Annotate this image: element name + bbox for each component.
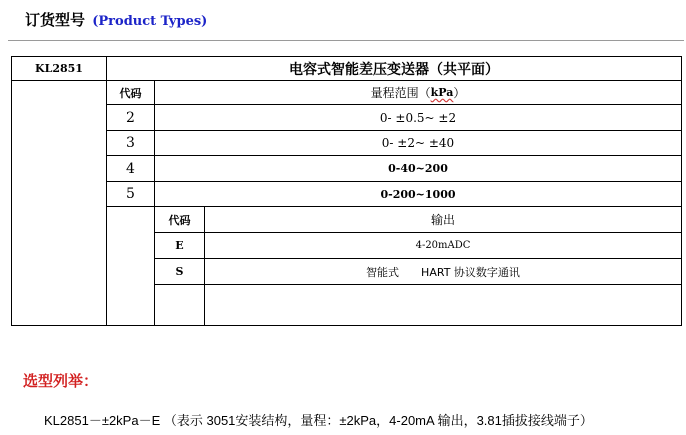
range-header-prefix: 量程范围（: [370, 86, 431, 100]
range-code-cell: 3: [126, 135, 135, 151]
range-code-header: 代码: [119, 86, 142, 100]
title-cn: 订货型号: [25, 11, 86, 29]
output-code-cell: E: [175, 239, 184, 252]
range-header: [155, 81, 681, 104]
output-value-cell: [205, 285, 681, 325]
output-code-cell: [155, 285, 204, 325]
output-code-header: 代码: [168, 213, 191, 227]
separator-rule: [8, 40, 684, 41]
example-text: KL2851－±2kPa－E （表示 3051安装结构，量程：±2kPa，4-20mA 输出，3.81插拔接线端子）: [44, 413, 593, 428]
range-header-unit: kPa: [430, 86, 454, 99]
title-en: (Product Types): [92, 14, 208, 29]
range-value-cell: 0- ±0.5~ ±2: [379, 110, 457, 125]
range-code-cell: 5: [126, 186, 135, 202]
output-header: 输出: [430, 213, 455, 227]
range-value-cell: 0-200~1000: [380, 187, 456, 201]
product-name: 电容式智能差压变送器（共平面）: [289, 61, 499, 78]
model-code: KL2851: [35, 62, 83, 75]
range-code-cell: 2: [126, 109, 135, 126]
table-border-bottom: [11, 325, 682, 326]
range-value-cell: 0-40~200: [388, 162, 448, 175]
table-border-left: [11, 56, 12, 326]
output-value-cell: 4-20mADC: [415, 240, 471, 251]
range-code-cell: 4: [126, 160, 135, 177]
output-value-cell: 智能式 HART 协议数字通讯: [366, 265, 520, 279]
output-code-cell: S: [175, 265, 184, 278]
page-title: [25, 9, 207, 30]
range-header-suffix: ）: [453, 86, 466, 100]
table-border-right: [681, 56, 682, 326]
range-value-cell: 0- ±2~ ±40: [381, 136, 455, 150]
example-heading: 选型列举：: [23, 372, 99, 390]
